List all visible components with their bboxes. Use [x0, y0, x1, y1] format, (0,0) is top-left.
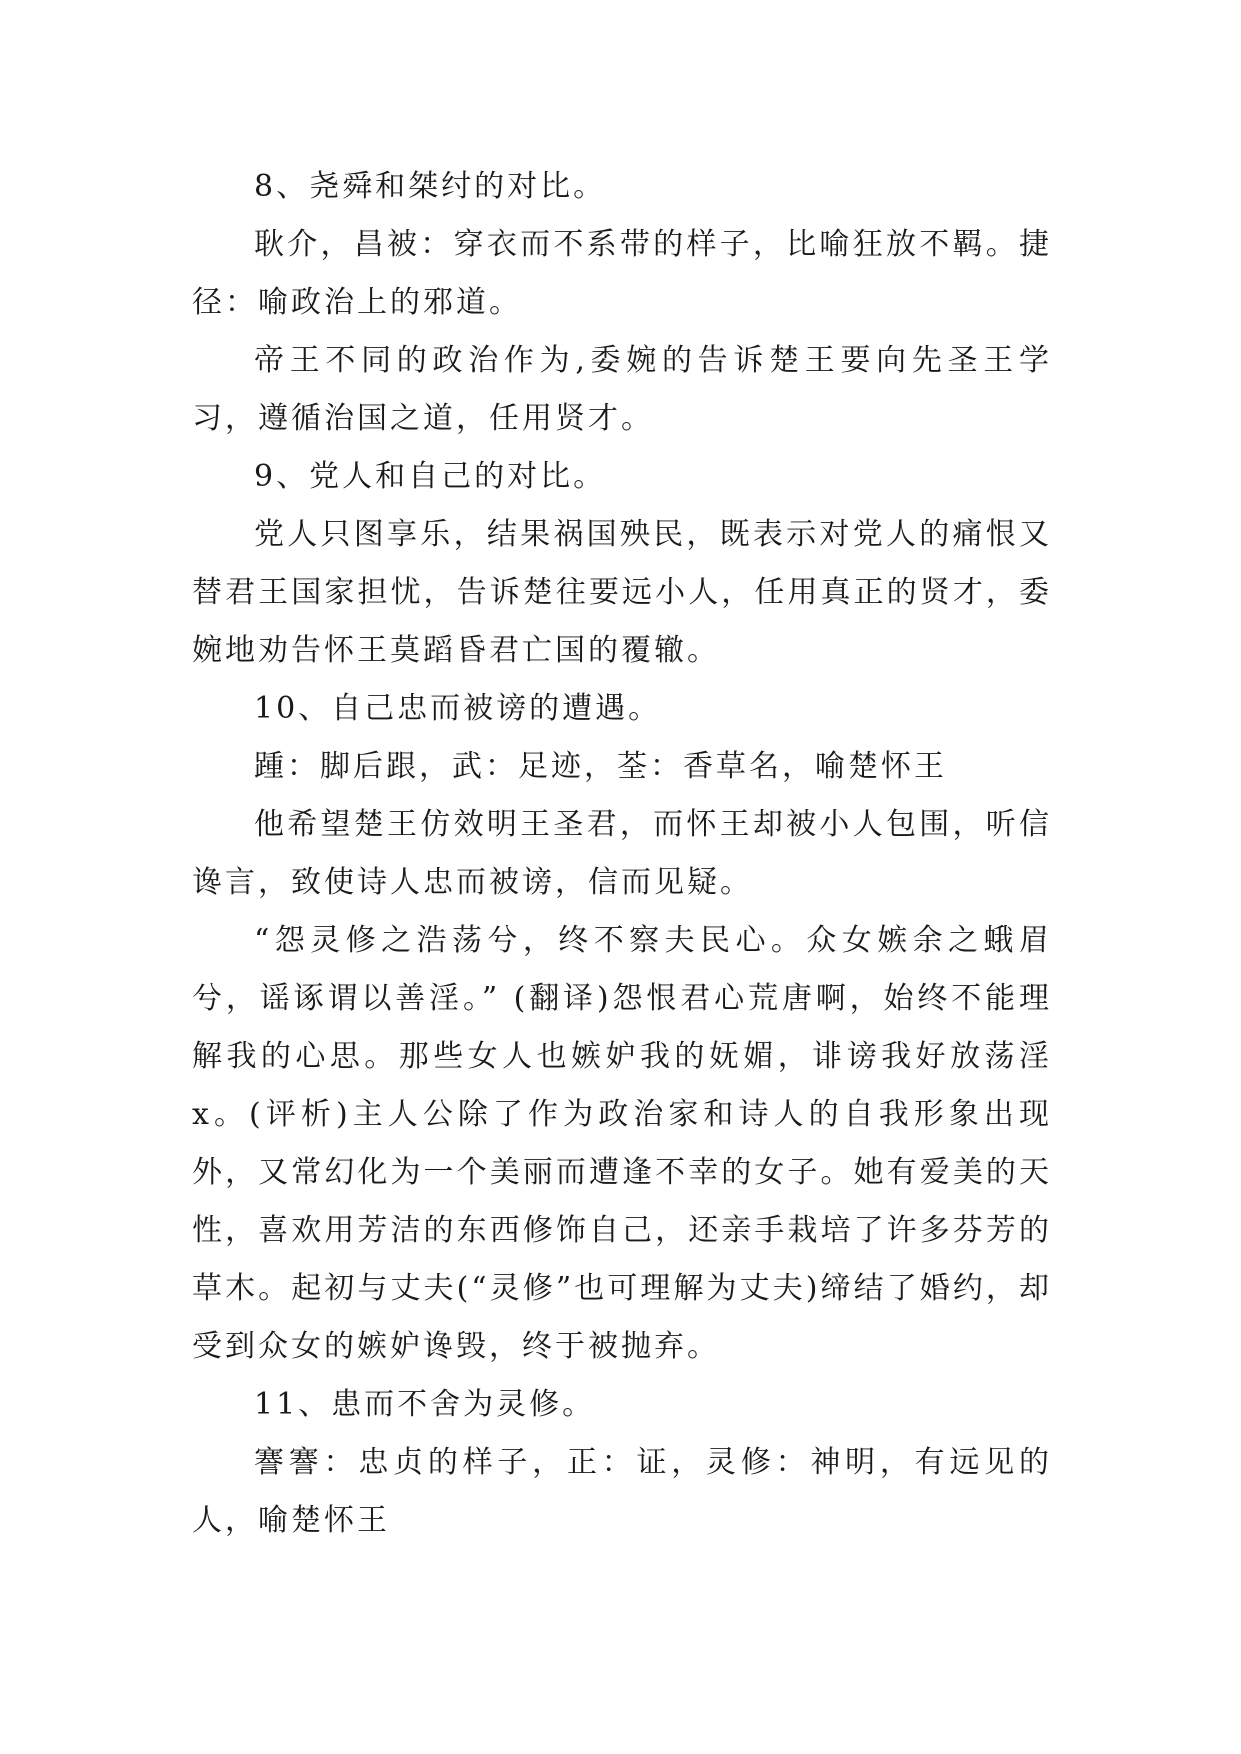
paragraph: “怨灵修之浩荡兮，终不察夫民心。众女嫉余之蛾眉兮，谣诼谓以善淫。” (翻译)怨恨君心荒唐啊，始终不能理解我的心思。那些女人也嫉妒我的妩媚，诽谤我好放荡淫x。(评析)主人公除了作为政治家和诗人的自我形象出现外，又常幻化为一个美丽而遭逢不幸的女子。她有爱美的天性，喜欢用芳洁的东西修饰自己，还亲手栽培了许多芬芳的草木。起初与丈夫(“灵修”也可理解为丈夫)缔结了婚约，却受到众女的嫉妒谗毁，终于被抛弃。	[192, 923, 1052, 1364]
paragraph: 帝王不同的政治作为,委婉的告诉楚王要向先圣王学习，遵循治国之道，任用贤才。	[192, 343, 1052, 436]
paragraph: 党人只图享乐，结果祸国殃民，既表示对党人的痛恨又替君王国家担忧，告诉楚往要远小人，任用真正的贤才，委婉地劝告怀王莫蹈昏君亡国的覆辙。	[192, 517, 1052, 668]
paragraph: 他希望楚王仿效明王圣君，而怀王却被小人包围，听信谗言，致使诗人忠而被谤，信而见疑。	[192, 807, 1052, 900]
paragraph: 謇謇：忠贞的样子，正：证，灵修：神明，有远见的人，喻楚怀王	[192, 1445, 1052, 1538]
heading-item-11: 11、患而不舍为灵修。	[254, 1387, 596, 1422]
heading-item-10: 10、自己忠而被谤的遭遇。	[254, 691, 662, 726]
paragraph: 耿介，昌被：穿衣而不系带的样子，比喻狂放不羁。捷径：喻政治上的邪道。	[192, 227, 1052, 320]
heading-item-8: 8、尧舜和桀纣的对比。	[254, 169, 607, 204]
paragraph: 踵：脚后跟，武：足迹，荃：香草名，喻楚怀王	[254, 749, 947, 784]
document-body	[192, 158, 1052, 1550]
heading-item-9: 9、党人和自己的对比。	[254, 459, 607, 494]
